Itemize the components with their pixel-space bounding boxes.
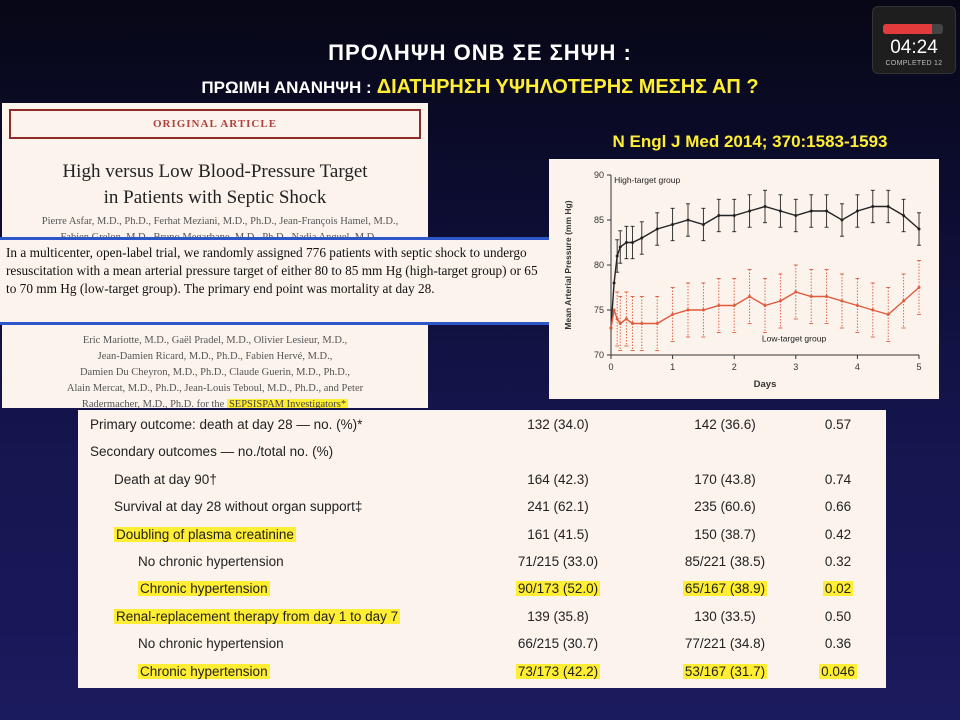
- article-title-line1: High versus Low Blood-Pressure Target: [62, 161, 368, 182]
- data-point: [841, 300, 844, 303]
- data-point: [671, 313, 674, 316]
- low-target-value-text: 170 (43.8): [694, 471, 756, 487]
- x-tick-label: 3: [793, 362, 799, 372]
- data-point: [702, 309, 705, 312]
- row-label: [138, 554, 284, 569]
- data-point: [631, 241, 634, 244]
- p-value: [798, 417, 878, 432]
- data-point: [748, 210, 751, 213]
- row-label: [138, 581, 270, 596]
- data-point: [640, 237, 643, 240]
- high-target-value: [498, 417, 618, 432]
- data-point: [616, 255, 619, 258]
- data-point: [619, 246, 622, 249]
- data-point: [902, 214, 905, 217]
- data-point: [748, 295, 751, 298]
- x-tick-label: 0: [608, 362, 614, 372]
- high-target-value: [498, 664, 618, 679]
- x-tick-label: 5: [916, 362, 922, 372]
- table-row: [78, 633, 886, 657]
- data-point: [918, 286, 921, 289]
- p-value-text: 0.32: [824, 554, 852, 569]
- row-label-text: Doubling of plasma creatinine: [116, 526, 294, 542]
- high-target-value-text: 71/215 (33.0): [517, 554, 599, 569]
- data-point: [619, 322, 622, 325]
- data-point: [631, 322, 634, 325]
- p-value: [798, 636, 878, 651]
- p-value-text: 0.57: [824, 417, 852, 432]
- p-value-text: 0.74: [824, 471, 852, 487]
- high-target-value-text: 164 (42.3): [527, 471, 589, 487]
- p-value: [798, 554, 878, 569]
- table-row: [78, 551, 886, 575]
- table-row: [78, 606, 886, 630]
- data-point: [613, 282, 616, 285]
- data-point: [687, 309, 690, 312]
- timer-time: 04:24: [890, 37, 938, 58]
- data-point: [856, 210, 859, 213]
- data-point: [810, 210, 813, 213]
- y-axis-label: Mean Arterial Pressure (mm Hg): [563, 200, 573, 330]
- row-label: [114, 499, 362, 514]
- data-point: [794, 291, 797, 294]
- low-target-value: [660, 417, 790, 432]
- authors-line: Alain Mercat, M.D., Ph.D., Jean-Louis Teboul, M.D., Ph.D., and Peter: [66, 383, 364, 394]
- row-label-text: Secondary outcomes — no./total no. (%): [90, 444, 334, 460]
- y-tick-label: 70: [593, 350, 604, 360]
- subtitle-white-text: ΠΡΩΙΜΗ ΑΝΑΝΗΨΗ :: [201, 78, 372, 97]
- high-target-value-text: 132 (34.0): [527, 417, 589, 432]
- x-tick-label: 2: [731, 362, 737, 372]
- row-label: [114, 527, 296, 542]
- authors-text: Radermacher, M.D., Ph.D. for the: [81, 399, 227, 408]
- row-label: [138, 664, 270, 679]
- data-point: [717, 214, 720, 217]
- p-value: [798, 499, 878, 514]
- data-point: [794, 214, 797, 217]
- data-point: [810, 295, 813, 298]
- high-target-value-text: 66/215 (30.7): [517, 636, 599, 652]
- low-target-value: [660, 554, 790, 569]
- data-point: [671, 223, 674, 226]
- low-target-value-text: 150 (38.7): [694, 526, 756, 542]
- p-value-text: 0.42: [824, 526, 852, 542]
- authors-line: Eric Mariotte, M.D., Gaël Pradel, M.D., Olivier Lesieur, M.D.,: [82, 335, 348, 346]
- high-target-value-text: 161 (41.5): [527, 526, 589, 542]
- high-target-value: [498, 499, 618, 514]
- article-title: [2, 159, 428, 211]
- data-point: [616, 318, 619, 321]
- map-chart-panel: [549, 159, 939, 399]
- p-value-text: 0.046: [821, 663, 855, 679]
- low-target-value: [660, 472, 790, 487]
- data-point: [613, 309, 616, 312]
- data-point: [625, 318, 628, 321]
- y-tick-label: 85: [593, 215, 604, 225]
- data-point: [733, 214, 736, 217]
- row-label: [114, 472, 217, 487]
- table-row: [78, 441, 886, 465]
- p-value-text: 0.50: [824, 608, 852, 624]
- y-tick-label: 75: [593, 305, 604, 315]
- outcomes-table: [78, 410, 886, 688]
- high-target-value: [498, 527, 618, 542]
- high-target-value: [498, 581, 618, 596]
- y-tick-label: 90: [593, 170, 604, 180]
- data-point: [887, 313, 890, 316]
- table-row: [78, 578, 886, 602]
- table-row: [78, 496, 886, 520]
- data-point: [825, 210, 828, 213]
- article-title-line2: in Patients with Septic Shock: [103, 187, 327, 208]
- low-target-value-text: 130 (33.5): [694, 608, 756, 624]
- low-target-value-text: 65/167 (38.9): [684, 581, 766, 597]
- row-label-text: Chronic hypertension: [140, 663, 268, 679]
- high-target-value: [498, 609, 618, 624]
- p-value: [798, 527, 878, 542]
- table-row: [78, 524, 886, 548]
- high-target-value-text: 241 (62.1): [527, 499, 589, 515]
- x-tick-label: 4: [854, 362, 860, 372]
- data-point: [656, 322, 659, 325]
- p-value-text: 0.02: [824, 581, 852, 597]
- low-target-value-text: 142 (36.6): [694, 417, 756, 432]
- data-point: [733, 304, 736, 307]
- p-value: [798, 664, 878, 679]
- series-label-high-target: High-target group: [614, 175, 681, 186]
- authors-line: Damien Du Cheyron, M.D., Ph.D., Claude Guerin, M.D., Ph.D.,: [79, 367, 351, 378]
- x-axis-label: Days: [753, 379, 777, 390]
- low-target-value-text: 85/221 (38.5): [684, 554, 766, 569]
- row-label: [90, 417, 362, 432]
- data-point: [902, 300, 905, 303]
- abstract-callout: In a multicenter, open-label trial, we randomly assigned 776 patients with septic shock to undergo resuscitation with a mean arterial pressure target of either 80 to 85 mm Hg (high-target group) or 65 to 70 mm Hg (low-target group). The primary end point was mortality at day 28.: [0, 237, 552, 325]
- p-value: [798, 581, 878, 596]
- data-point: [764, 205, 767, 208]
- authors-line: Pierre Asfar, M.D., Ph.D., Ferhat Meziani, M.D., Ph.D., Jean-François Hamel, M.D.,: [41, 216, 399, 227]
- high-target-value-text: 73/173 (42.2): [517, 663, 599, 679]
- article-authors-bottom: [2, 333, 428, 408]
- low-target-value-text: 235 (60.6): [694, 499, 756, 515]
- low-target-value-text: 77/221 (34.8): [684, 636, 766, 652]
- recording-timer[interactable]: [872, 6, 956, 74]
- low-target-value: [660, 581, 790, 596]
- slide-subtitle: [0, 76, 960, 99]
- row-label-text: Death at day 90†: [114, 471, 217, 487]
- data-point: [871, 205, 874, 208]
- high-target-value: [498, 554, 618, 569]
- p-value-text: 0.66: [824, 499, 852, 515]
- low-target-value: [660, 636, 790, 651]
- row-label-text: No chronic hypertension: [138, 554, 284, 569]
- high-target-value-text: 139 (35.8): [527, 608, 589, 624]
- row-label: [90, 444, 333, 459]
- data-point: [887, 205, 890, 208]
- high-target-value: [498, 636, 618, 651]
- low-target-value: [660, 499, 790, 514]
- table-row: [78, 414, 886, 438]
- data-point: [656, 228, 659, 231]
- authors-line: Jean-Damien Ricard, M.D., Ph.D., Fabien Hervé, M.D.,: [97, 351, 333, 362]
- subtitle-yellow-text: ΔΙΑΤΗΡΗΣΗ ΥΨΗΛΟΤΕΡΗΣ ΜΕΣΗΣ ΑΠ ?: [376, 76, 759, 98]
- low-target-value: [660, 609, 790, 624]
- timer-progress-fill: [883, 24, 932, 34]
- data-point: [702, 223, 705, 226]
- data-point: [717, 304, 720, 307]
- row-label: [114, 609, 400, 624]
- data-point: [640, 322, 643, 325]
- map-line-chart: [549, 159, 939, 399]
- row-label-text: Survival at day 28 without organ support‡: [114, 499, 363, 515]
- timer-status: COMPLETED 12: [885, 60, 943, 67]
- data-point: [825, 295, 828, 298]
- data-point: [625, 241, 628, 244]
- data-point: [871, 309, 874, 312]
- timer-progress-bar: [883, 24, 943, 34]
- data-point: [779, 210, 782, 213]
- low-target-value: [660, 664, 790, 679]
- high-target-value-text: 90/173 (52.0): [517, 581, 599, 597]
- row-label-text: Renal-replacement therapy from day 1 to day 7: [116, 608, 399, 624]
- data-point: [856, 304, 859, 307]
- authors-line: [2, 397, 428, 408]
- sepsispam-highlight: SEPSISPAM Investigators*: [228, 399, 347, 408]
- data-point: [841, 219, 844, 222]
- slide-title: ΠΡΟΛΗΨΗ ΟΝΒ ΣΕ ΣΗΨΗ :: [328, 40, 632, 65]
- table-row: [78, 661, 886, 685]
- series-label-low-target: Low-target group: [761, 333, 827, 344]
- data-point: [610, 327, 613, 330]
- low-target-value-text: 53/167 (31.7): [684, 663, 766, 679]
- high-target-value: [498, 472, 618, 487]
- data-point: [779, 300, 782, 303]
- data-point: [918, 228, 921, 231]
- p-value: [798, 472, 878, 487]
- x-tick-label: 1: [670, 362, 676, 372]
- data-point: [687, 219, 690, 222]
- row-label-text: No chronic hypertension: [138, 636, 284, 652]
- low-target-value: [660, 527, 790, 542]
- p-value-text: 0.36: [824, 636, 852, 652]
- original-article-badge: ORIGINAL ARTICLE: [9, 109, 421, 139]
- y-tick-label: 80: [593, 260, 604, 270]
- table-row: [78, 469, 886, 493]
- row-label-text: Chronic hypertension: [140, 581, 268, 597]
- row-label-text: Primary outcome: death at day 28 — no. (%)*: [90, 417, 363, 432]
- data-point: [764, 304, 767, 307]
- journal-citation: N Engl J Med 2014; 370:1583-1593: [612, 132, 888, 151]
- row-label: [138, 636, 284, 651]
- p-value: [798, 609, 878, 624]
